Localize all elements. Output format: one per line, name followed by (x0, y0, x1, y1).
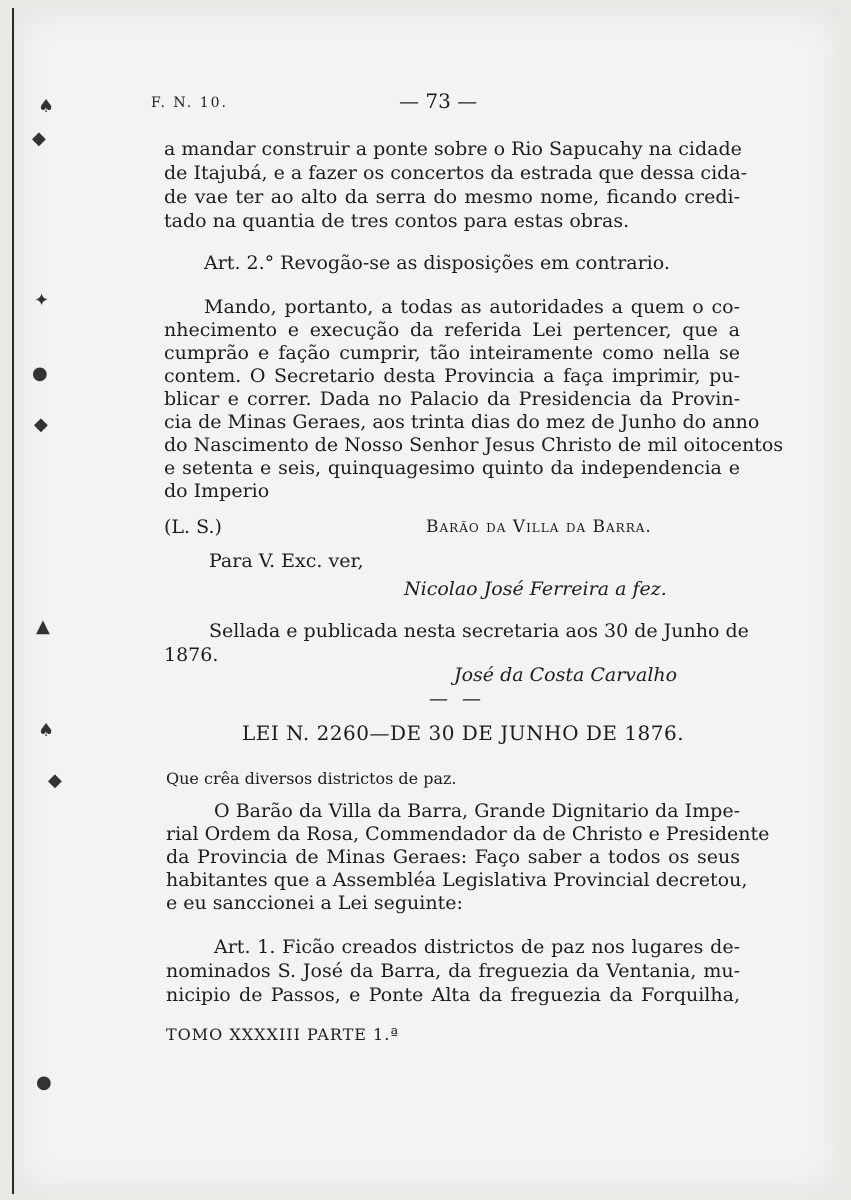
page-folio: F. N. 10. (151, 95, 228, 111)
margin-mark-icon: ● (36, 1072, 52, 1093)
paragraph-line: do Nascimento de Nosso Senhor Jesus Christo de mil oitocentos (164, 434, 784, 456)
paragraph-line: blicar e correr. Dada no Palacio da Presidencia da Provin- (164, 388, 740, 410)
paragraph-line: cumprão e fação cumprir, tão inteiramente como nella se (164, 342, 740, 364)
paragraph-line: nominados S. José da Barra, da freguezia da Ventania, mu- (166, 960, 740, 982)
paragraph-line: rial Ordem da Rosa, Commendador da de Christo e Presidente (166, 823, 770, 845)
paragraph-line: de vae ter ao alto da serra do mesmo nome, ficando credi- (164, 186, 740, 208)
article-2: Art. 2.° Revogão-se as disposições em contrario. (204, 252, 670, 274)
page-number: — 73 — (399, 89, 478, 113)
paragraph-line: Mando, portanto, a todas as autoridades a quem o co- (204, 296, 740, 318)
para-exc: Para V. Exc. ver, (209, 550, 364, 572)
margin-mark-icon: ◆ (32, 128, 46, 149)
secretary-signature: José da Costa Carvalho (454, 664, 678, 686)
margin-mark-icon: ✦ (34, 290, 50, 311)
paragraph-line: nicipio de Passos, e Ponte Alta da freguezia da Forquilha, (166, 984, 740, 1006)
margin-mark-icon: ● (32, 363, 48, 384)
margin-mark-icon: ♠ (38, 96, 55, 117)
margin-mark-icon: ♠ (38, 720, 55, 741)
law-title: LEI N. 2260—DE 30 DE JUNHO DE 1876. (242, 721, 685, 745)
paragraph-line: cia de Minas Geraes, aos trinta dias do mez de Junho do anno (164, 411, 760, 433)
law-subtitle: Que crêa diversos districtos de paz. (166, 769, 457, 788)
paragraph-line: e eu sanccionei a Lei seguinte: (166, 892, 463, 914)
seal-mark: (L. S.) (164, 516, 222, 538)
paragraph-line: e setenta e seis, quinquagesimo quinto da independencia e (164, 457, 740, 479)
section-divider: — — (429, 688, 486, 710)
paragraph-line: Art. 1. Ficão creados districtos de paz nos lugares de- (214, 936, 740, 958)
paragraph-line: habitantes que a Assembléa Legislativa Provincial decretou, (166, 869, 748, 891)
paragraph-line: de Itajubá, e a fazer os concertos da estrada que dessa cida- (164, 162, 748, 184)
paragraph-line: a mandar construir a ponte sobre o Rio Sapucahy na cidade (164, 138, 742, 160)
signer-name: Barão da Villa da Barra. (426, 517, 652, 537)
margin-mark-icon: ▲ (36, 616, 50, 637)
paragraph-line: tado na quantia de tres contos para estas obras. (164, 210, 630, 232)
paragraph-line: Sellada e publicada nesta secretaria aos 30 de Junho de (209, 620, 749, 642)
paragraph-line: do Imperio (164, 480, 270, 502)
document-page (12, 8, 841, 1194)
paragraph-line: nhecimento e execução da referida Lei pertencer, que a (164, 319, 740, 341)
volume-footer: TOMO XXXXIII PARTE 1.ª (166, 1025, 399, 1044)
margin-mark-icon: ◆ (48, 770, 62, 791)
paragraph-line: 1876. (164, 644, 219, 666)
paragraph-line: contem. O Secretario desta Provincia a faça imprimir, pu- (164, 365, 740, 387)
margin-mark-icon: ◆ (34, 414, 48, 435)
paragraph-line: da Provincia de Minas Geraes: Faço saber a todos os seus (166, 846, 740, 868)
paragraph-line: O Barão da Villa da Barra, Grande Dignitario da Impe- (214, 800, 740, 822)
clerk-signature: Nicolao José Ferreira a fez. (404, 578, 667, 600)
